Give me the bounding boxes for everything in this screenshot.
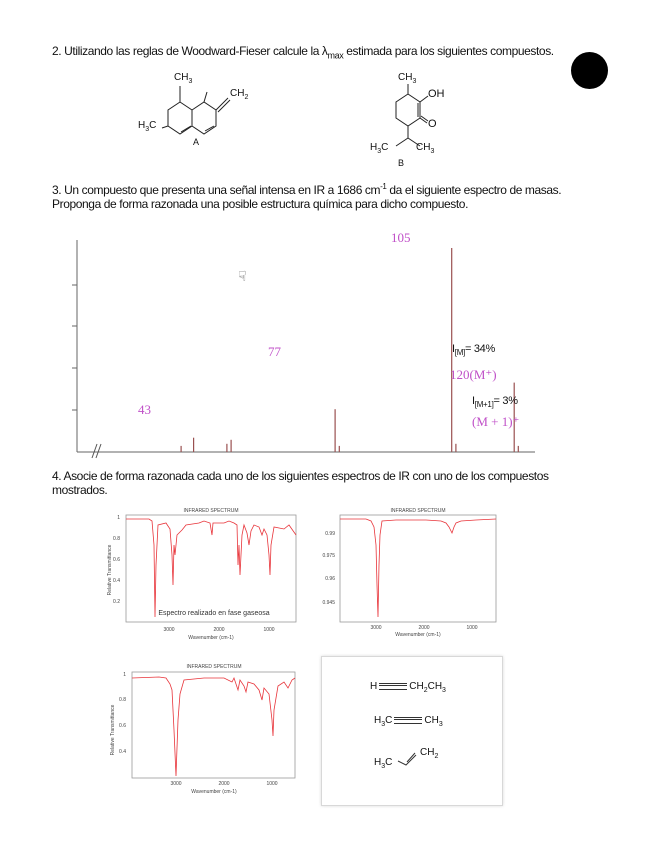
a-label: A (193, 137, 200, 147)
svg-text:Relative Transmittance: Relative Transmittance (110, 704, 116, 756)
b-label: B (398, 158, 405, 168)
peak-label-77: 77 (268, 344, 281, 359)
compounds-panel (321, 656, 503, 806)
svg-text:0.4: 0.4 (113, 578, 120, 584)
im-annotation: $I_{[M]}= 34\%$ (452, 343, 495, 358)
ir-3-plot (104, 660, 300, 800)
ir-2-plot (316, 505, 501, 640)
svg-text:Wavenumber (cm-1): Wavenumber (cm-1) (395, 632, 441, 638)
hand-cursor-icon: ☟ (238, 268, 247, 284)
svg-text:3000: 3000 (163, 627, 175, 633)
compound-2: $H_3C$ $CH_3$ (374, 715, 443, 728)
question-4: 4. Asocie de forma razonada cada uno de los siguientes espectros de IR con uno de los compuestos mostrados. (52, 469, 549, 497)
svg-text:2000: 2000 (213, 627, 225, 633)
b-o-label: O (428, 118, 437, 130)
svg-text:Relative Transmittance: Relative Transmittance (107, 544, 113, 596)
black-dot (571, 52, 608, 89)
ir-1-plot (104, 505, 304, 645)
ir-spectrum-1 (104, 505, 304, 645)
svg-text:3000: 3000 (170, 781, 182, 787)
peak-label-120: 120(M⁺) (450, 367, 497, 382)
compound-1: H $CH_2CH_3$ (370, 681, 446, 694)
q2-text-suffix: estimada para los siguientes compuestos. (343, 44, 554, 58)
ir-1-title: INFRARED SPECTRUM (183, 508, 239, 514)
question-2 (52, 44, 572, 62)
svg-text:0.8: 0.8 (113, 536, 120, 542)
svg-text:0.6: 0.6 (113, 557, 120, 563)
ir-spectrum-3 (104, 660, 300, 800)
q3-text-prefix: 3. Un compuesto que presenta una señal intensa en IR a 1686 cm (52, 183, 381, 197)
svg-text:0.2: 0.2 (113, 599, 120, 605)
svg-text:0.96: 0.96 (325, 576, 335, 582)
b-ch3-label: $CH_3$ (398, 72, 417, 85)
ir-2-title: INFRARED SPECTRUM (390, 508, 446, 514)
structure-a-drawing (128, 70, 278, 150)
question-3 (52, 180, 572, 211)
ir-1-note: Espectro realizado en fase gaseosa (158, 610, 270, 617)
svg-text:0.975: 0.975 (322, 553, 335, 559)
svg-text:1: 1 (123, 672, 126, 678)
svg-text:Wavenumber (cm-1): Wavenumber (cm-1) (191, 789, 237, 795)
q2-text-prefix: 2. Utilizando las reglas de Woodward-Fieser calcule la (52, 44, 322, 58)
svg-text:1000: 1000 (263, 627, 275, 633)
peak-label-105: 105 (391, 230, 411, 245)
svg-text:1000: 1000 (466, 625, 478, 631)
a-ch3-label: $CH_3$ (174, 72, 193, 85)
im1-annotation: $I_{[M+1]}= 3\%$ (472, 395, 518, 410)
b-h3c-label: $H_3C$ (370, 142, 389, 155)
ir-3-title: INFRARED SPECTRUM (186, 664, 242, 670)
svg-text:2000: 2000 (218, 781, 230, 787)
peak-label-43: 43 (138, 402, 151, 417)
svg-text:1: 1 (117, 515, 120, 521)
svg-text:2000: 2000 (418, 625, 430, 631)
axis-break-icon (92, 444, 101, 458)
svg-text:0.8: 0.8 (119, 697, 126, 703)
q3-text-suffix: da el siguiente espectro de masas. Proponga de forma razonada una posible estructura química para dicho compuesto. (52, 183, 562, 211)
svg-text:0.6: 0.6 (119, 723, 126, 729)
structure-a (128, 70, 278, 150)
b-ch3b-label: $CH_3$ (416, 142, 435, 155)
svg-text:Wavenumber (cm-1): Wavenumber (cm-1) (188, 635, 234, 641)
svg-text:3000: 3000 (370, 625, 382, 631)
svg-text:0.945: 0.945 (322, 600, 335, 606)
ir-spectrum-2 (316, 505, 501, 640)
structure-b (364, 70, 474, 170)
svg-text:0.4: 0.4 (119, 749, 126, 755)
compound-3: $H_3C$ $CH_2$ (374, 747, 439, 770)
a-h3c-label: $H_3C$ (138, 120, 157, 133)
lambda-symbol: λ (321, 44, 328, 58)
a-ch2-label: $CH_2$ (230, 88, 249, 101)
structure-b-drawing (364, 70, 474, 170)
svg-text:0.99: 0.99 (325, 531, 335, 537)
q3-sup: -1 (380, 182, 387, 191)
svg-text:1000: 1000 (266, 781, 278, 787)
lambda-sub: max (327, 50, 344, 61)
peak-label-121: (M + 1)⁺ (472, 414, 520, 429)
b-oh-label: OH (428, 88, 445, 100)
